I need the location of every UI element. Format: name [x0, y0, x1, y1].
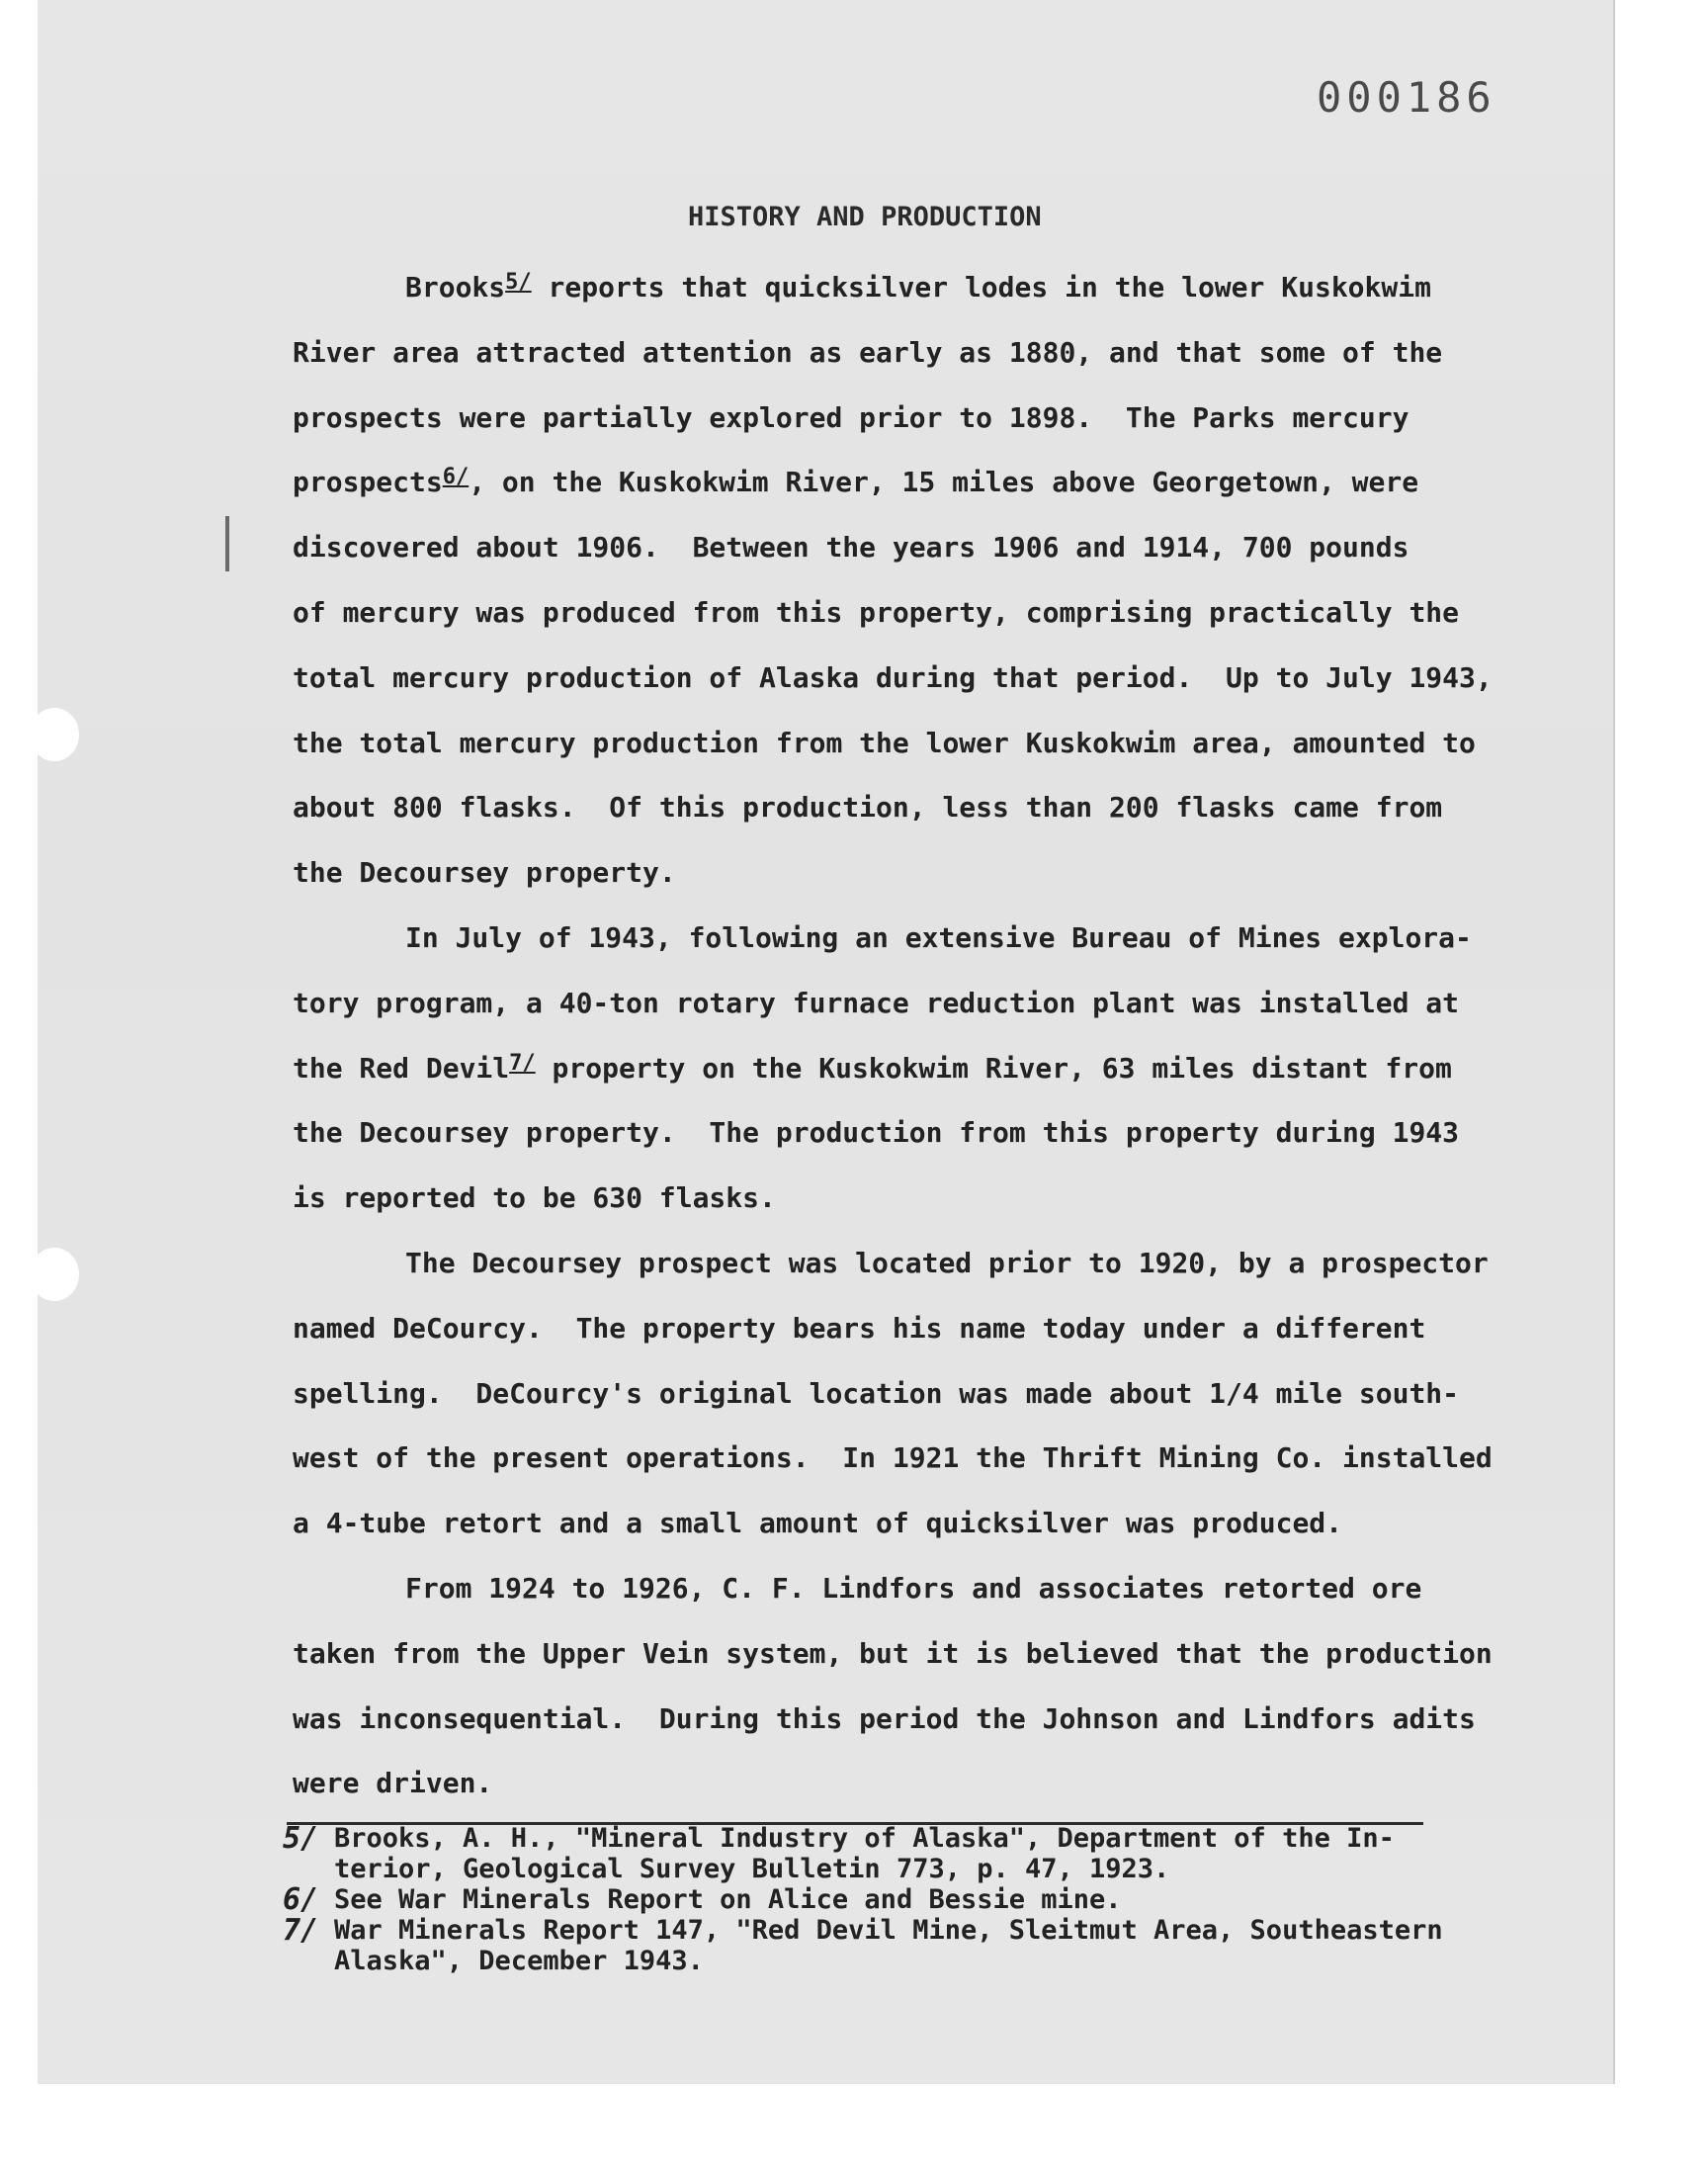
- footnote-number: 7/: [283, 1913, 319, 1948]
- footnote-text: War Minerals Report 147, "Red Devil Mine, Sleitmut Area, Southeastern: [334, 1915, 1443, 1946]
- section-title: HISTORY AND PRODUCTION: [688, 202, 1042, 232]
- footnote-text: See War Minerals Report on Alice and Bessie mine.: [334, 1884, 1122, 1915]
- text-line: River area attracted attention as early as 1880, and that some of the: [293, 335, 1443, 369]
- text-line: is reported to be 630 flasks.: [293, 1181, 776, 1215]
- text-line: taken from the Upper Vein system, but it is believed that the production: [293, 1636, 1493, 1670]
- text-line: tory program, a 40-ton rotary furnace reduction plant was installed at: [293, 986, 1460, 1019]
- paragraph: [293, 255, 1506, 906]
- footnote-line: [283, 1915, 1518, 1946]
- text-line: west of the present operations. In 1921 the Thrift Mining Co. installed: [293, 1441, 1493, 1475]
- footnote-reference: 5/: [505, 270, 532, 295]
- text-segment: , on the Kuskokwim River, 15 miles above Georgetown, were: [469, 466, 1419, 499]
- page-number: 000186: [1317, 73, 1496, 122]
- footnote-number: [283, 1854, 334, 1884]
- footnote-line: [283, 1854, 1518, 1884]
- text-line: spelling. DeCourcy's original location was made about 1/4 mile south-: [293, 1376, 1460, 1410]
- footnote-reference: 6/: [442, 465, 470, 490]
- text-line: the Decoursey property.: [293, 856, 676, 890]
- text-line: were driven.: [293, 1767, 493, 1800]
- footnote-line: [283, 1884, 1518, 1915]
- footnote-text: terior, Geological Survey Bulletin 773, p. 47, 1923.: [334, 1854, 1170, 1884]
- punch-hole: [30, 1248, 79, 1301]
- footnote-line: [283, 1946, 1518, 1976]
- footnote-number: [283, 1946, 334, 1976]
- footnote-line: [283, 1823, 1518, 1854]
- paragraph: [293, 906, 1506, 1231]
- text-segment: Brooks: [405, 271, 506, 304]
- paragraph: [293, 1556, 1506, 1816]
- footnote-text: Brooks, A. H., "Mineral Industry of Alaska", Department of the In-: [334, 1823, 1395, 1854]
- text-line: about 800 flasks. Of this production, less than 200 flasks came from: [293, 791, 1443, 825]
- text-line: total mercury production of Alaska during that period. Up to July 1943,: [293, 660, 1493, 694]
- text-line: of mercury was produced from this property, comprising practically the: [293, 595, 1460, 629]
- footnote-number: 5/: [283, 1821, 319, 1856]
- footnote-reference: 7/: [509, 1050, 536, 1076]
- text-line: prospects were partially explored prior to 1898. The Parks mercury: [293, 400, 1409, 434]
- text-line: [293, 450, 1506, 515]
- text-line: a 4-tube retort and a small amount of quicksilver was produced.: [293, 1507, 1343, 1540]
- text-line: discovered about 1906. Between the years 1906 and 1914, 700 pounds: [293, 531, 1409, 565]
- text-segment: prospects: [293, 466, 443, 499]
- text-line: was inconsequential. During this period the Johnson and Lindfors adits: [293, 1701, 1476, 1735]
- text-line: From 1924 to 1926, C. F. Lindfors and associates retorted ore: [405, 1571, 1422, 1605]
- text-line: [293, 255, 1506, 320]
- text-line: the Decoursey property. The production from this property during 1943: [293, 1116, 1460, 1150]
- footnote-text: Alaska", December 1943.: [334, 1946, 704, 1976]
- text-segment: the Red Devil: [293, 1051, 510, 1085]
- body-text: [293, 255, 1506, 1816]
- paragraph: [293, 1231, 1506, 1556]
- footnote-number: 6/: [283, 1882, 319, 1917]
- footnotes: [283, 1823, 1518, 1976]
- text-line: named DeCourcy. The property bears his name today under a different: [293, 1311, 1426, 1345]
- punch-hole: [30, 708, 79, 761]
- margin-mark: [225, 516, 229, 571]
- text-segment: property on the Kuskokwim River, 63 miles distant from: [535, 1051, 1452, 1085]
- text-line: In July of 1943, following an extensive Bureau of Mines explora-: [405, 920, 1472, 954]
- text-line: the total mercury production from the lower Kuskokwim area, amounted to: [293, 726, 1476, 759]
- text-segment: reports that quicksilver lodes in the lower Kuskokwim: [531, 271, 1431, 304]
- text-line: The Decoursey prospect was located prior to 1920, by a prospector: [405, 1246, 1489, 1279]
- text-line: [293, 1036, 1506, 1101]
